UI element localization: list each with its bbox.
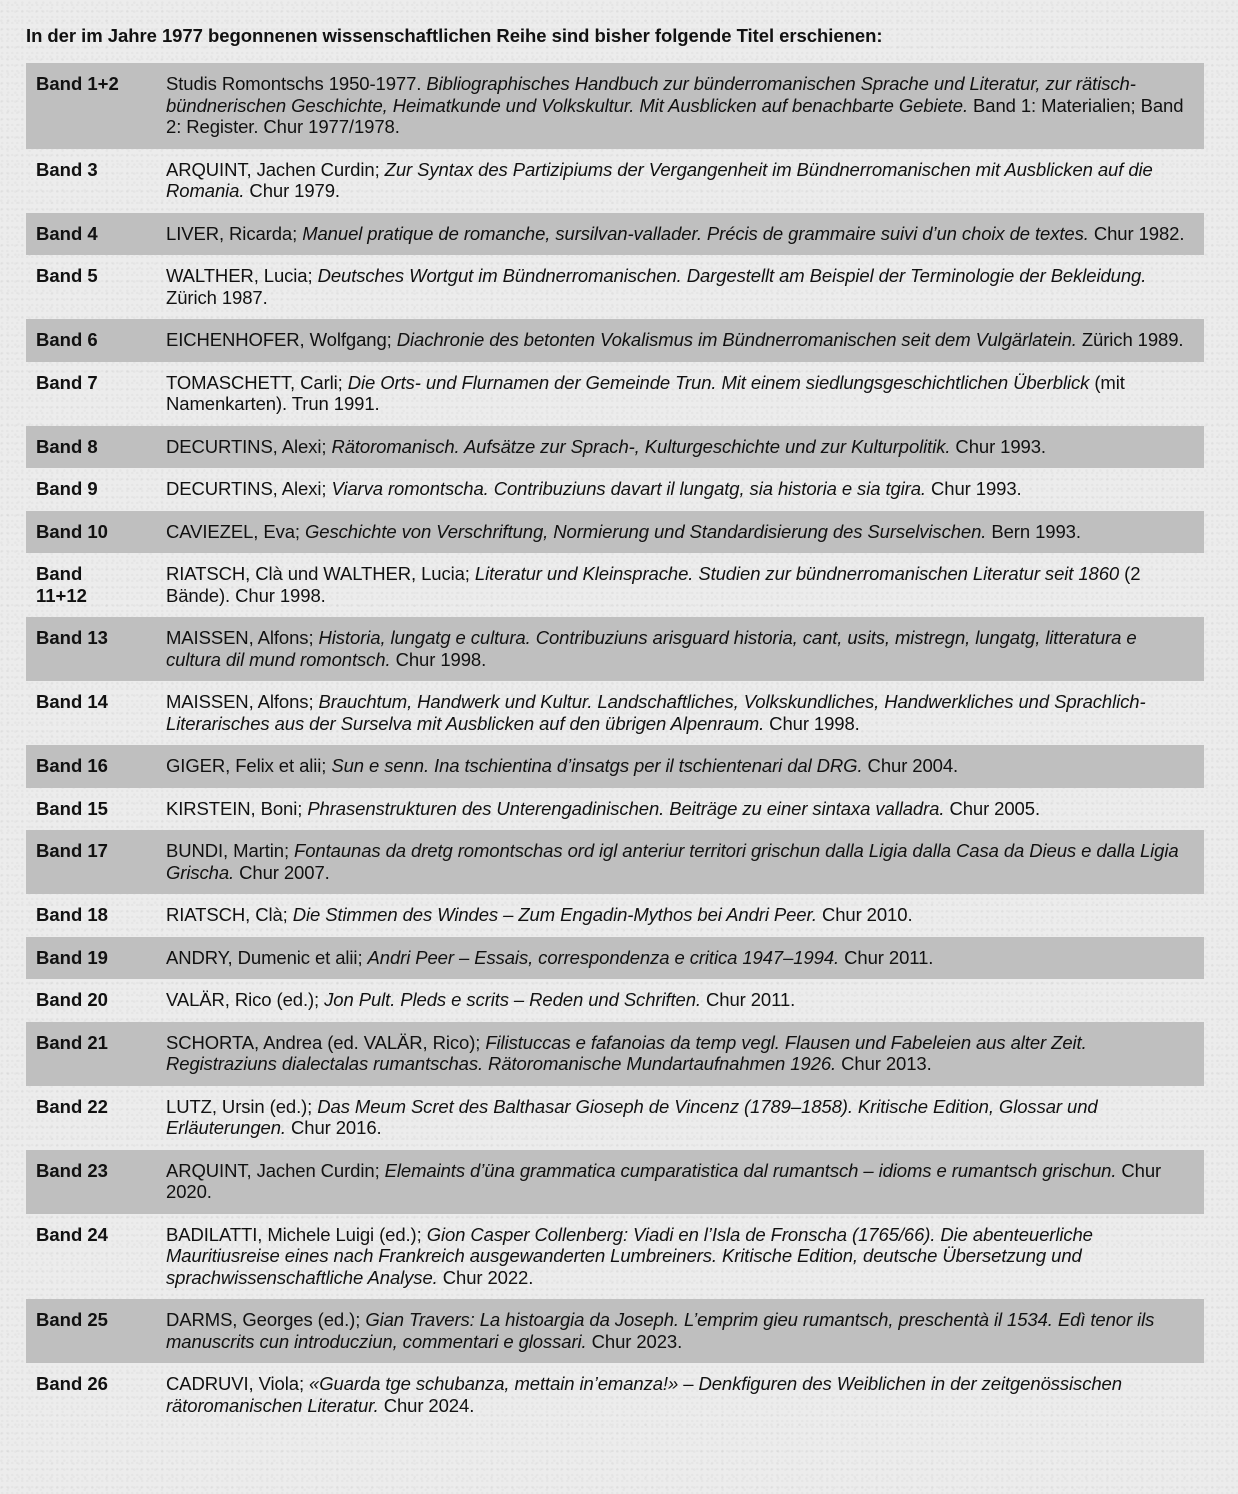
- publication-row: [26, 937, 1204, 980]
- band-number-line1: Band: [36, 563, 83, 584]
- citation-subtitle: Denkfiguren des Weiblichen in der zeitgenössischen rätoromanischen Literatur.: [166, 1373, 1122, 1416]
- citation-imprint: (2 Bände). Chur 1998.: [166, 563, 1141, 606]
- band-number: Band 9: [36, 478, 98, 499]
- publication-row: [26, 617, 1204, 681]
- citation: [166, 159, 1204, 202]
- publication-row: [26, 788, 1204, 831]
- citation-title: Elemaints d’üna grammatica cumparatistica dal rumantsch – idioms e rumantsch grischun.: [384, 1159, 1117, 1181]
- band-number: Band 20: [36, 989, 108, 1010]
- citation-author: ARQUINT, Jachen Curdin;: [166, 158, 385, 180]
- citation: [166, 73, 1204, 138]
- citation-author: SCHORTA, Andrea (ed. VALÄR, Rico);: [166, 1031, 486, 1053]
- citation-author: MAISSEN, Alfons;: [166, 691, 319, 712]
- publication-list: [26, 63, 1204, 1427]
- citation: [166, 563, 1204, 606]
- citation-author: VALÄR, Rico (ed.);: [166, 989, 325, 1010]
- citation-imprint: Chur 1998.: [764, 712, 860, 734]
- publication-row: [26, 1086, 1204, 1150]
- citation-imprint: Chur 1998.: [390, 648, 487, 670]
- citation-prefix: Studis Romontschs 1950-1977.: [166, 73, 427, 94]
- intro-heading: In der im Jahre 1977 begonnenen wissenschaftlichen Reihe sind bisher folgende Titel erschienen:: [26, 25, 883, 46]
- citation-imprint-2: Chur 2024.: [378, 1394, 475, 1416]
- band-number: Band 10: [36, 520, 108, 542]
- citation-title: Diachronie des betonten Vokalismus im Bündnerromanischen seit dem Vulgärlatein.: [396, 329, 1077, 350]
- publication-row: [26, 362, 1204, 426]
- citation-imprint: –: [678, 1373, 699, 1394]
- citation-title: Phrasenstrukturen des Unterengadinischen. Beiträge zu einer sintaxa valladra.: [307, 797, 945, 819]
- citation-imprint: Zürich 1987.: [166, 286, 268, 308]
- citation-title: Fontaunas da dretg romontschas ord igl anteriur territori grischun dalla Ligia dalla Casa da Dieus e dalla Ligia Grischa.: [166, 840, 1179, 883]
- citation: [166, 755, 1204, 777]
- citation-author: LUTZ, Ursin (ed.);: [166, 1095, 318, 1117]
- citation-author: DECURTINS, Alexi;: [166, 435, 332, 457]
- citation-author: DECURTINS, Alexi;: [166, 478, 332, 499]
- citation-author: CAVIEZEL, Eva;: [166, 520, 306, 542]
- publication-row: [26, 255, 1204, 319]
- band-number: Band 1+2: [36, 73, 119, 94]
- citation-imprint: Chur 2011.: [839, 946, 934, 968]
- citation: [166, 265, 1204, 308]
- publication-row: [26, 894, 1204, 937]
- citation-imprint: Chur 2005.: [944, 797, 1040, 819]
- citation: [166, 521, 1204, 543]
- band-number: Band 17: [36, 840, 108, 861]
- citation: [166, 691, 1204, 734]
- publication-row: [26, 319, 1204, 362]
- publication-row: [26, 979, 1204, 1022]
- citation: [166, 1096, 1204, 1139]
- band-number: Band 3: [36, 158, 98, 180]
- citation-imprint: Chur 1993.: [950, 435, 1046, 457]
- citation-title: Gion Casper Collenberg: Viadi en l’Isla de Fronscha (1765/66). Die abenteuerliche Mauritiusreise eines nach Frankreich ausgewanderten Lumbreiners. Kritische Edition, deutsche Übersetzung und sprachwissenschaftliche Analyse.: [166, 1223, 1093, 1288]
- citation-title: Filistuccas e fafanoias da temp vegl. Flausen und Fabeleien aus alter Zeit. Registraziuns dialectalas rumantschas. Rätoromanische Mundartaufnahmen 1926.: [166, 1031, 1087, 1074]
- citation: [166, 478, 1204, 500]
- citation-imprint: Band 1: Materialien; Band 2: Register. Chur 1977/1978.: [166, 94, 1184, 137]
- publication-row: [26, 1363, 1204, 1427]
- band-number: [26, 563, 166, 606]
- citation-author: GIGER, Felix et alii;: [166, 755, 332, 776]
- citation-imprint: Chur 2010.: [816, 904, 913, 925]
- citation: [166, 840, 1204, 883]
- citation-title: Die Orts- und Flurnamen der Gemeinde Trun. Mit einem siedlungsgeschichtlichen Überblick: [347, 371, 1090, 393]
- citation-title: Literatur und Kleinsprache. Studien zur bündnerromanischen Literatur seit 1860: [474, 563, 1120, 584]
- citation-author: WALTHER, Lucia;: [166, 265, 318, 286]
- citation-imprint: Chur 2023.: [586, 1330, 683, 1352]
- citation-imprint: Chur 2011.: [700, 989, 796, 1010]
- citation-author: DARMS, Georges (ed.);: [166, 1309, 366, 1330]
- citation-imprint: Chur 2022.: [437, 1266, 534, 1288]
- band-number: Band 22: [36, 1095, 108, 1117]
- citation: [166, 1224, 1204, 1289]
- band-number: Band 6: [36, 329, 98, 350]
- publication-row: [26, 426, 1204, 469]
- band-number: Band 24: [36, 1223, 108, 1245]
- citation: [166, 989, 1204, 1011]
- citation-title: Bibliographisches Handbuch zur bünderromanischen Sprache und Literatur, zur rätisch-bündnerischen Geschichte, Heimatkunde und Volkskultur. Mit Ausblicken auf benachbarte Gebiete.: [166, 73, 1136, 116]
- band-number: Band 14: [36, 691, 108, 712]
- citation-title: Brauchtum, Handwerk und Kultur. Landschaftliches, Volkskundliches, Handwerkliches und Sprachlich-Literarisches aus der Surselva mit Ausblicken auf den übrigen Alpenraum.: [166, 691, 1146, 734]
- band-number: Band 18: [36, 904, 108, 925]
- citation-author: KIRSTEIN, Boni;: [166, 797, 308, 819]
- citation-title: Zur Syntax des Partizipiums der Vergangenheit im Bündnerromanischen mit Ausblicken auf die Romania.: [166, 158, 1153, 201]
- band-number: Band 13: [36, 627, 108, 648]
- citation-author: RIATSCH, Clà;: [166, 904, 293, 925]
- publication-row: [26, 1022, 1204, 1086]
- citation: [166, 627, 1204, 670]
- citation-author: MAISSEN, Alfons;: [166, 627, 319, 648]
- citation-title: Rätoromanisch. Aufsätze zur Sprach-, Kulturgeschichte und zur Kulturpolitik.: [331, 435, 951, 457]
- citation-title: Geschichte von Verschriftung, Normierung und Standardisierung des Surselvischen.: [305, 520, 987, 542]
- citation-title: Deutsches Wortgut im Bündnerromanischen. Dargestellt am Beispiel der Terminologie der Bekleidung.: [317, 265, 1147, 286]
- citation-imprint: Chur 2020.: [166, 1159, 1162, 1202]
- publication-row: [26, 1214, 1204, 1300]
- citation-imprint: Chur 2004.: [862, 755, 959, 776]
- citation: [166, 1309, 1204, 1352]
- citation-title: Historia, lungatg e cultura. Contribuziuns arisguard historia, cant, usits, mistregn, lungatg, litteratura e cultura dil mund romontsch.: [166, 627, 1137, 670]
- citation: [166, 223, 1204, 245]
- citation: [166, 798, 1204, 820]
- citation: [166, 947, 1204, 969]
- citation: [166, 436, 1204, 458]
- citation-title: Viarva romontscha. Contribuziuns davart il lungatg, sia historia e sia tgira.: [331, 478, 926, 499]
- citation-imprint: Chur 1982.: [1088, 222, 1185, 244]
- band-number: Band 25: [36, 1309, 108, 1330]
- band-number: Band 5: [36, 265, 98, 286]
- citation-imprint: Chur 2016.: [285, 1117, 382, 1138]
- publication-row: [26, 468, 1204, 511]
- citation: [166, 372, 1204, 415]
- citation-title: Das Meum Scret des Balthasar Gioseph de Vincenz (1789–1858). Kritische Edition, Glossar und Erläuterungen.: [166, 1095, 1098, 1138]
- citation-imprint: Zürich 1989.: [1076, 329, 1184, 350]
- citation: [166, 329, 1204, 351]
- band-number: Band 16: [36, 755, 108, 776]
- publication-row: [26, 681, 1204, 745]
- publication-row: [26, 830, 1204, 894]
- citation-title: Andri Peer – Essais, correspondenza e critica 1947–1994.: [367, 946, 840, 968]
- publication-row: [26, 511, 1204, 554]
- band-number-line2: 11+12: [36, 584, 87, 606]
- citation-imprint: Chur 1979.: [244, 180, 340, 201]
- band-number: Band 21: [36, 1031, 108, 1053]
- band-number: Band 8: [36, 435, 98, 457]
- citation-author: BADILATTI, Michele Luigi (ed.);: [166, 1223, 427, 1245]
- publication-row: [26, 745, 1204, 788]
- citation-title: «Guarda tge schubanza, mettain in’emanza!»: [309, 1373, 679, 1394]
- citation-author: ANDRY, Dumenic et alii;: [166, 946, 368, 968]
- citation: [166, 904, 1204, 926]
- citation-author: LIVER, Ricarda;: [166, 222, 303, 244]
- citation: [166, 1160, 1204, 1203]
- citation-imprint: Bern 1993.: [986, 520, 1081, 542]
- citation-imprint: Chur 2013.: [836, 1053, 932, 1074]
- citation: [166, 1032, 1204, 1075]
- citation-title: Die Stimmen des Windes – Zum Engadin-Mythos bei Andri Peer.: [292, 904, 817, 925]
- citation-author: CADRUVI, Viola;: [166, 1373, 310, 1394]
- citation-author: BUNDI, Martin;: [166, 840, 295, 861]
- citation: [166, 1373, 1204, 1416]
- publication-row: [26, 63, 1204, 149]
- publication-row: [26, 149, 1204, 213]
- citation-title: Sun e senn. Ina tschientina d’insatgs per il tschientenari dal DRG.: [331, 755, 863, 776]
- citation-author: EICHENHOFER, Wolfgang;: [166, 329, 397, 350]
- citation-imprint: Chur 1993.: [925, 478, 1022, 499]
- publication-row: [26, 1299, 1204, 1363]
- band-number: Band 23: [36, 1159, 108, 1181]
- citation-author: ARQUINT, Jachen Curdin;: [166, 1159, 385, 1181]
- citation-imprint: Chur 2007.: [234, 861, 330, 883]
- publication-row: [26, 213, 1204, 256]
- citation-title: Gian Travers: La histoargia da Joseph. L’emprim gieu rumantsch, preschentà il 1534. Edì tenor ils manuscrits cun introducziun, commentari e glossari.: [166, 1309, 1155, 1352]
- citation-imprint: (mit Namenkarten). Trun 1991.: [166, 371, 1125, 414]
- band-number: Band 4: [36, 222, 98, 244]
- band-number: Band 7: [36, 371, 98, 393]
- publication-row: [26, 1150, 1204, 1214]
- band-number: Band 26: [36, 1373, 108, 1394]
- citation-title: Manuel pratique de romanche, sursilvan-vallader. Précis de grammaire suivi d’un choix de textes.: [302, 222, 1089, 244]
- publication-row: [26, 553, 1204, 617]
- band-number: Band 19: [36, 946, 108, 968]
- citation-author: RIATSCH, Clà und WALTHER, Lucia;: [166, 563, 475, 584]
- citation-author: TOMASCHETT, Carli;: [166, 371, 348, 393]
- citation-title: Jon Pult. Pleds e scrits – Reden und Schriften.: [324, 989, 701, 1010]
- band-number: Band 15: [36, 797, 108, 819]
